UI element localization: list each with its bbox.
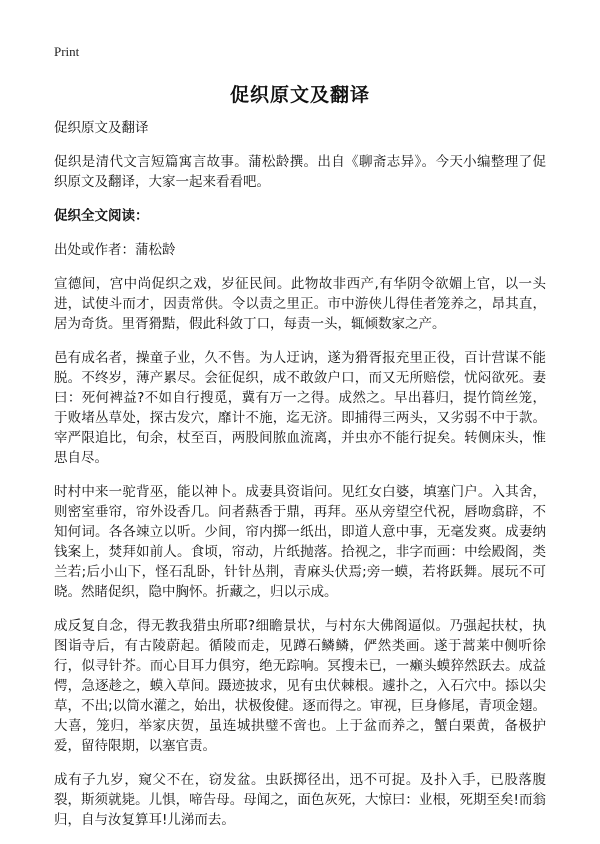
page-title: 促织原文及翻译 (229, 84, 370, 106)
paragraph-1: 宣德间，宫中尚促织之戏，岁征民间。此物故非西产,有华阴令欲媚上官，以一头进，试使斗而才，因责常供。令以责之里正。市中游侠儿得佳者笼养之，昂其直，居为奇货。里胥猾黠，假此科敛丁口，每责一头，辄倾数家之产。 (54, 276, 546, 332)
paragraph-5: 成有子九岁，窥父不在，窃发盆。虫跃掷径出，迅不可捉。及扑入手，已股落腹裂，斯须就毙。儿惧，啼告母。母闻之，面色灰死，大惊曰：业根，死期至矣!而翁归，自与汝复算耳!儿涕而去。 (54, 772, 546, 828)
article-body (54, 118, 546, 844)
paragraph-4: 成反复自念，得无教我猎虫所耶?细瞻景状，与村东大佛阁逼似。乃强起扶杖，执图诣寺后，有古陵蔚起。循陵而走，见蹲石鳞鳞，俨然类画。遂于蒿莱中侧听徐行，似寻针芥。而心目耳力俱穷，绝无踪响。冥搜未已，一癞头蟆猝然跃去。成益愕，急逐趁之，蟆入草间。蹑迹披求，见有虫伏棘根。遽扑之，入石穴中。掭以尖草，不出;以筒水灌之，始出，状极俊健。逐而得之。审视，巨身修尾，青项金翅。大喜，笼归，举家庆贺，虽连城拱璧不啻也。上于盆而养之，蟹白栗黄，备极护爱，留待限期，以塞官责。 (54, 618, 546, 754)
paragraph-2: 邑有成名者，操童子业，久不售。为人迂讷，遂为猾胥报充里正役，百计营谋不能脱。不终岁，薄产累尽。会征促织，成不敢敛户口，而又无所赔偿，忧闷欲死。妻曰：死何裨益?不如自行搜觅，冀有万一之得。成然之。早出暮归，提竹筒丝笼，于败堵丛草处，探古发穴，靡计不施，迄无济。即捕得三两头，又劣弱不中于款。宰严限追比，旬余，杖至百，两股间脓血流离，并虫亦不能行捉矣。转侧床头，惟思自尽。 (54, 350, 546, 466)
source-line: 出处或作者：蒲松龄 (54, 242, 176, 258)
article-subtitle: 促织原文及翻译 (54, 120, 149, 136)
print-label[interactable]: Print (54, 44, 80, 59)
intro-paragraph: 促织是清代文言短篇寓言故事。蒲松龄撰。出自《聊斋志异》。今天小编整理了促织原文及翻译，大家一起来看看吧。 (54, 154, 546, 190)
paragraph-3: 时村中来一驼背巫，能以神卜。成妻具资诣问。见红女白婆，填塞门户。入其舍，则密室垂帘，帘外设香几。问者爇香于鼎，再拜。巫从旁望空代祝，唇吻翕辟，不知何词。各各竦立以听。少间，帘内掷一纸出，即道人意中事，无毫发爽。成妻纳钱案上，焚拜如前人。食顷，帘动，片纸抛落。拾视之，非字而画：中绘殿阁，类兰若;后小山下，怪石乱卧，针针丛荆，青麻头伏焉;旁一蟆，若将跃舞。展玩不可晓。然睹促织，隐中胸怀。折藏之，归以示成。 (54, 484, 546, 600)
section-heading: 促织全文阅读： (54, 208, 149, 224)
